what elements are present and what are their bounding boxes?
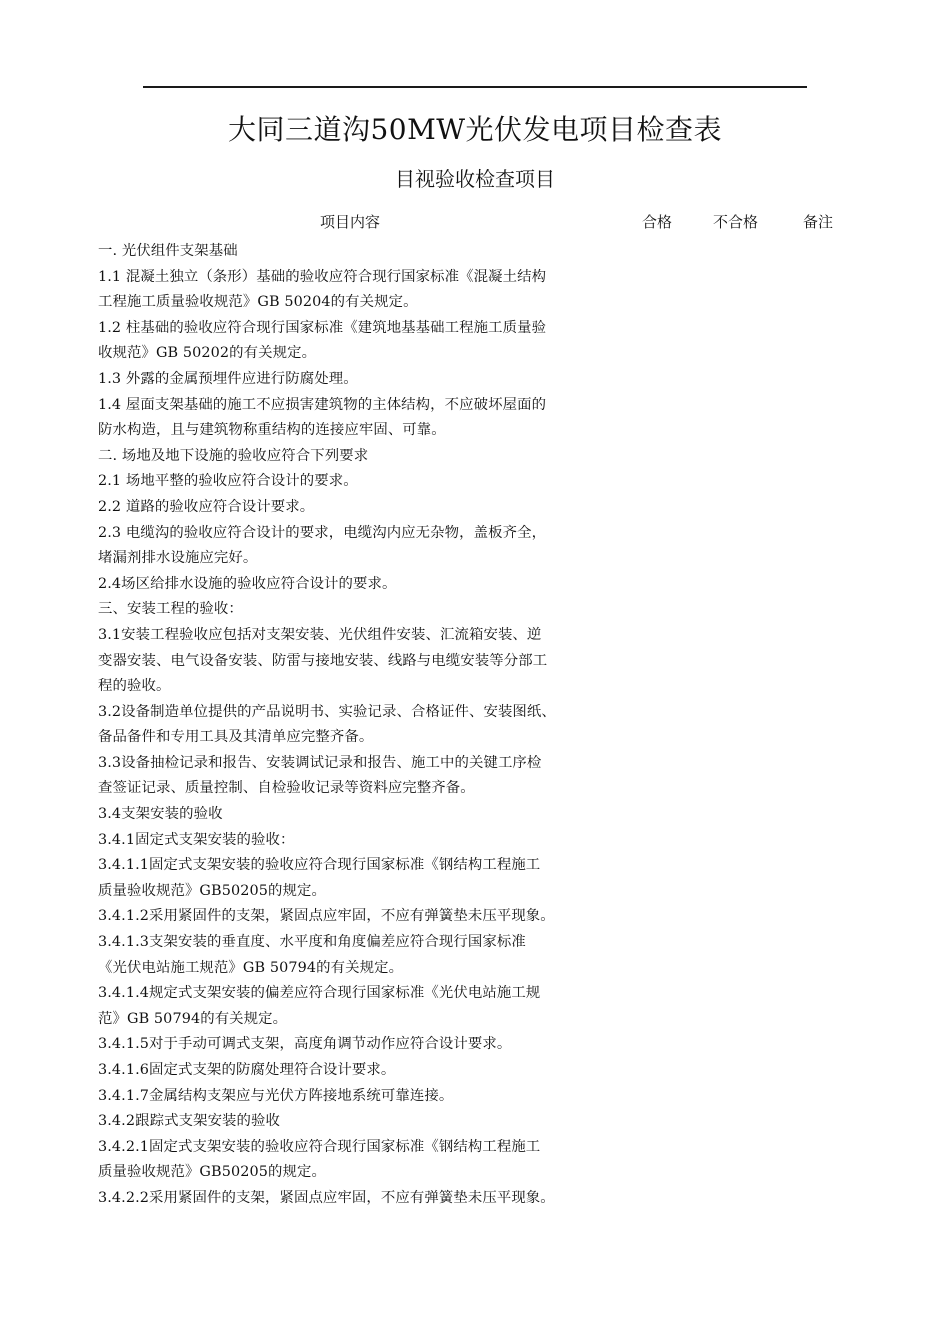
item-line: 3.4.1.1固定式支架安装的验收应符合现行国家标准《钢结构工程施工 [98,857,541,874]
item-line: 1.2 柱基础的验收应符合现行国家标准《建筑地基基础工程施工质量验 [98,319,547,336]
item-line: 程的验收。 [98,678,171,695]
item-line: 3.2设备制造单位提供的产品说明书、实验记录、合格证件、安装图纸、 [98,703,556,720]
item-line: 《光伏电站施工规范》GB 50794的有关规定。 [98,959,404,976]
item-line: 三、安装工程的验收： [98,601,243,618]
item-line: 2.1 场地平整的验收应符合设计的要求。 [98,473,358,490]
item-line: 3.1安装工程验收应包括对支架安装、光伏组件安装、汇流箱安装、逆 [98,626,542,643]
item-line: 一. 光伏组件支架基础 [98,243,238,259]
item-line: 3.4.1.3支架安装的垂直度、水平度和角度偏差应符合现行国家标准 [98,934,526,951]
item-line: 工程施工质量验收规范》GB 50204的有关规定。 [98,294,418,311]
item-line: 2.4场区给排水设施的验收应符合设计的要求。 [98,575,397,592]
item-line: 变器安装、电气设备安装、防雷与接地安装、线路与电缆安装等分部工 [98,652,548,669]
item-line: 质量验收规范》GB50205的规定。 [98,1164,326,1181]
item-line: 堵漏剂排水设施应完好。 [98,550,258,567]
item-line: 3.4.1固定式支架安装的验收： [98,831,295,848]
inspection-item-list [98,239,618,1212]
item-line: 3.4.2.2采用紧固件的支架，紧固点应牢固，不应有弹簧垫未压平现象。 [98,1189,555,1206]
item-line: 1.4 屋面支架基础的施工不应损害建筑物的主体结构，不应破坏屋面的 [98,396,547,413]
item-line: 3.4.1.7金属结构支架应与光伏方阵接地系统可靠连接。 [98,1087,454,1104]
table-header [0,210,950,234]
item-line: 3.4.1.2采用紧固件的支架，紧固点应牢固，不应有弹簧垫未压平现象。 [98,908,555,925]
document-subtitle: 目视验收检查项目 [395,167,555,191]
column-header-fail: 不合格 [713,213,759,231]
item-line: 2.3 电缆沟的验收应符合设计的要求，电缆沟内应无杂物，盖板齐全， [98,524,547,541]
item-line: 1.1 混凝土独立（条形）基础的验收应符合现行国家标准《混凝土结构 [98,268,547,285]
column-header-pass: 合格 [642,213,673,231]
item-line: 3.4支架安装的验收 [98,806,223,823]
item-line: 质量验收规范》GB50205的规定。 [98,882,326,899]
item-line: 3.4.2.1固定式支架安装的验收应符合现行国家标准《钢结构工程施工 [98,1138,541,1155]
item-line: 防水构造，且与建筑物称重结构的连接应牢固、可靠。 [98,422,446,439]
item-line: 2.2 道路的验收应符合设计要求。 [98,498,315,515]
item-line: 3.4.1.6固定式支架的防腐处理符合设计要求。 [98,1062,396,1078]
top-rule [143,86,807,88]
item-line: 备品备件和专用工具及其清单应完整齐备。 [98,729,374,746]
item-line: 1.3 外露的金属预埋件应进行防腐处理。 [98,370,358,387]
item-line: 3.3设备抽检记录和报告、安装调试记录和报告、施工中的关键工序检 [98,754,542,771]
column-header-content: 项目内容 [320,213,381,231]
column-header-note: 备注 [803,213,834,231]
document-title: 大同三道沟50MW光伏发电项目检查表 [227,113,723,146]
item-line: 3.4.2跟踪式支架安装的验收 [98,1113,281,1130]
item-line: 查签证记录、质量控制、自检验收记录等资料应完整齐备。 [98,780,475,797]
item-line: 二. 场地及地下设施的验收应符合下列要求 [98,447,369,464]
item-line: 范》GB 50794的有关规定。 [98,1010,288,1027]
item-line: 收规范》GB 50202的有关规定。 [98,345,317,362]
item-line: 3.4.1.5对于手动可调式支架，高度角调节动作应符合设计要求。 [98,1036,512,1053]
item-line: 3.4.1.4规定式支架安装的偏差应符合现行国家标准《光伏电站施工规 [98,985,541,1002]
